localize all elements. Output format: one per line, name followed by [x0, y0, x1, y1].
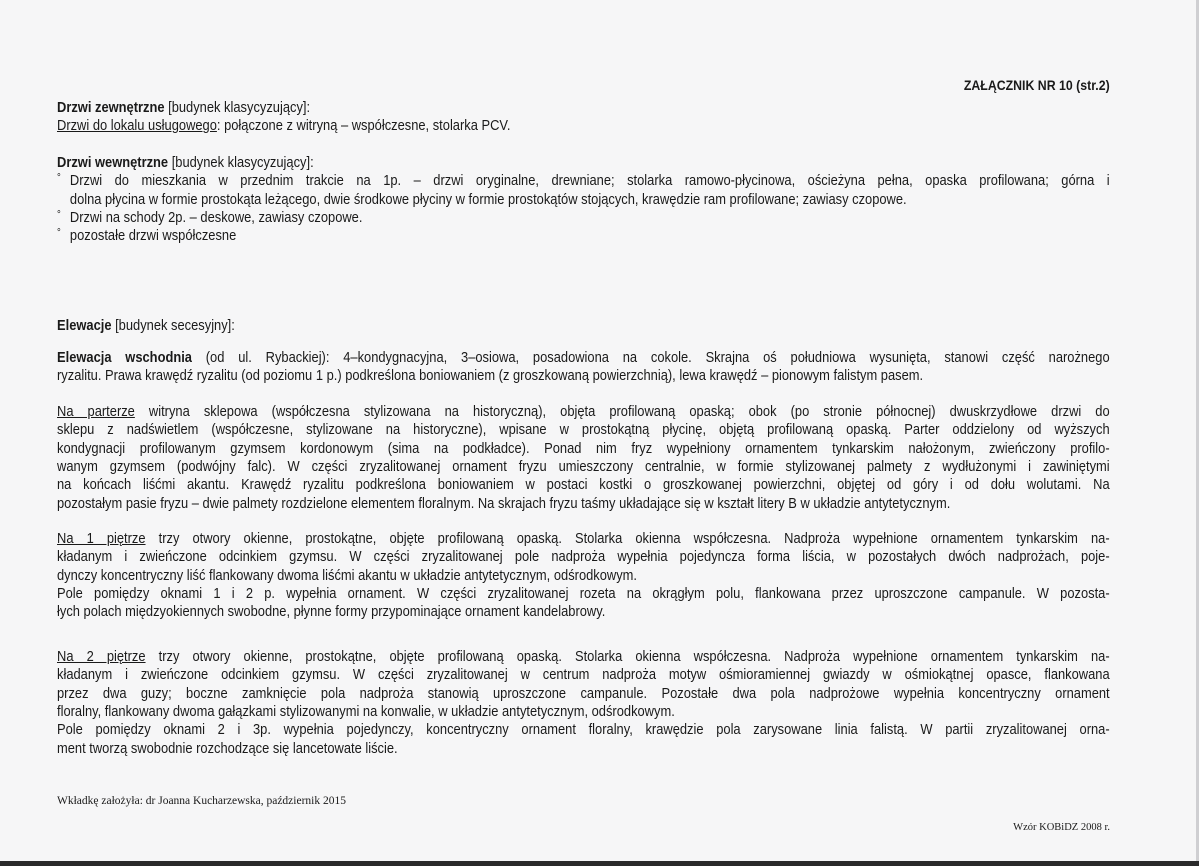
text-line — [57, 530, 1110, 548]
line-text: [budynek klasycyzujący]: — [164, 99, 311, 116]
subsection-label: Na parterze — [57, 403, 135, 420]
line-text: kondygnacji profilowanym gzymsem kordonowym (sima na podkładce). Ponad nim fryz wypełniony ornamentem tynkarskim nałożonym, zwieńczony profilo- — [57, 439, 1110, 457]
text-line — [57, 495, 1110, 513]
line-text: trzy otwory okienne, prostokątne, objęte profilowaną opaską. Stolarka okienna współczesna. Nadproża wypełnione ornamentem tynkarskim na- — [145, 530, 1110, 547]
subsection-label: Drzwi do lokalu usługowego — [57, 117, 217, 135]
text-line — [57, 666, 1110, 684]
text-line — [57, 603, 1110, 621]
bullet-item — [57, 172, 1110, 190]
line-text: na końcach liśćmi akantu. Krawędź ryzalitu podkreślona boniowaniem w postaci kostki o groszkowanej powierzchni, objętej od góry i od dołu wolutami. Na — [57, 476, 1110, 494]
line-text: Pole pomiędzy oknami 1 i 2 p. wypełnia ornament. W części zryzalitowanej rozeta na okrągłym polu, flankowana przez uproszczone campanule. W pozosta- — [57, 584, 1110, 602]
line-text: Drzwi do mieszkania w przednim trakcie na 1p. – drzwi oryginalne, drewniane; stolarka ramowo-płycinowa, ościeżyna pełna, opaska profilowana; górna i — [69, 172, 1110, 190]
line-text: Drzwi na schody 2p. – deskowe, zawiasy czopowe. — [69, 208, 363, 226]
footer-template: Wzór KOBiDZ 2008 r. — [1013, 822, 1110, 833]
line-text: przez dwa guzy; boczne zamknięcie pola nadproża stanowią uproszczone campanule. Pozostałe dwa pola nadprożowe wypełnia koncentryczny ornament — [57, 684, 1110, 702]
bullet-item — [57, 208, 1110, 227]
footer-author: Wkładkę założyła: dr Joanna Kucharzewska, październik 2015 — [57, 795, 346, 807]
subsection-label: Na 2 piętrze — [57, 648, 146, 665]
line-text: [budynek klasycyzujący]: — [168, 154, 314, 171]
text-line — [57, 648, 1110, 666]
text-line — [57, 567, 1110, 585]
text-line — [57, 476, 1110, 494]
line-text: kładanym i zwieńczone odcinkiem gzymsu. W części zryzalitowanej w centrum nadproża motyw ośmioramiennej gwiazdy w ośmiokątnej opasce, flankowana — [57, 666, 1110, 684]
bullet-icon: ° — [57, 208, 61, 221]
line-text: : połączone z witryną – współczesne, stolarka PCV. — [216, 117, 511, 135]
text-line — [57, 740, 1110, 758]
line-text: wanym gzymsem (podwójny falc). W części zryzalitowanej ornament fryzu umieszczony centralnie, w formie stylizowanej palmety z wydłużonymi i zawiniętymi — [57, 457, 1110, 475]
text-line — [57, 703, 1110, 721]
line-text: dynczy koncentryczny liść flankowany dwoma liśćmi akantu w układzie antytetycznym, odśrodkowym. — [57, 566, 638, 584]
text-line — [57, 458, 1110, 476]
bullet-icon: ° — [57, 172, 61, 185]
line-text: witryna sklepowa (współczesna stylizowana na historyczną), objęta profilowaną opaską; obok (po stronie północnej) dwuskrzydłowe drzwi do — [134, 403, 1110, 420]
section-heading: Drzwi wewnętrzne — [57, 154, 169, 171]
text-line — [57, 440, 1110, 458]
text-line — [70, 191, 1110, 209]
line-text: Pole pomiędzy oknami 2 i 3p. wypełnia pojedynczy, koncentryczny ornament floralny, krawędzie pola zarysowane linia falistą. W partii zryzalitowanej orna- — [57, 721, 1110, 739]
text-line — [57, 154, 1110, 172]
text-line — [57, 349, 1110, 367]
line-text: trzy otwory okienne, prostokątne, objęte profilowaną opaską. Stolarka okienna współczesna. Nadproża wypełnione ornamentem tynkarskim na- — [145, 648, 1110, 665]
line-text: ment tworzą swobodnie rozchodzące się lancetowate liście. — [57, 739, 398, 757]
text-line — [57, 317, 1110, 335]
line-text: [budynek secesyjny]: — [111, 317, 235, 334]
text-line — [57, 367, 1110, 385]
scan-edge — [0, 861, 1199, 866]
text-line — [57, 99, 1110, 117]
line-text: floralny, flankowany dwoma gałązkami stylizowanymi na konwalie, w układzie antytetycznym, odśrodkowym. — [57, 702, 675, 720]
text-line — [57, 585, 1110, 603]
line-text: łych polach międzyokiennych swobodne, płynne formy przypominające ornament kandelabrowy. — [57, 603, 606, 621]
bullet-item — [57, 227, 1110, 245]
text-line — [57, 403, 1110, 421]
subsection-label: Na 1 piętrze — [57, 530, 146, 547]
text-line — [57, 721, 1110, 739]
line-text: (od ul. Rybackiej): 4–kondygnacyjna, 3–osiowa, posadowiona na cokole. Skrajna oś południowa wysunięta, stanowi część narożnego — [191, 349, 1110, 366]
line-text: dolna płycina w formie prostokąta leżącego, dwie środkowe płyciny w formie prostokątów stojących, krawędzie ram profilowane; zawiasy czopowe. — [69, 190, 907, 208]
section-heading: Drzwi zewnętrzne — [57, 99, 165, 116]
text-line — [57, 421, 1110, 439]
line-text: ryzalitu. Prawa krawędź ryzalitu (od poziomu 1 p.) podkreślona boniowaniem (z groszkowaną powierzchnią), lewa krawędź – pionowym falistym pasem. — [57, 367, 924, 385]
line-text: pozostałym pasie fryzu – dwie palmety rozdzielone elementem floralnym. Na skrajach fryzu taśmy układające się w kształt litery B w układzie antytetycznym. — [57, 494, 951, 512]
line-text: kładanym i zwieńczone odcinkiem gzymsu. W części zryzalitowanej pole nadproża wypełnia pojedyncza forma liścia, w pozostałych dwóch nadprożach, poje- — [57, 548, 1110, 566]
attachment-header: ZAŁĄCZNIK NR 10 (str.2) — [964, 77, 1110, 93]
section-heading: Elewacje — [57, 317, 112, 334]
section-heading: Elewacja wschodnia — [57, 349, 192, 366]
text-line — [57, 685, 1110, 703]
bullet-icon: ° — [57, 227, 61, 240]
line-text: pozostałe drzwi współczesne — [69, 227, 237, 245]
text-line — [57, 548, 1110, 566]
line-text: sklepu z nadświetlem (współczesne, stylizowane na historyczne), wpisane w prostokątną płycinę, objętą profilowaną opaską. Parter oddzielony od wyższych — [57, 421, 1110, 439]
text-line — [57, 117, 1110, 135]
